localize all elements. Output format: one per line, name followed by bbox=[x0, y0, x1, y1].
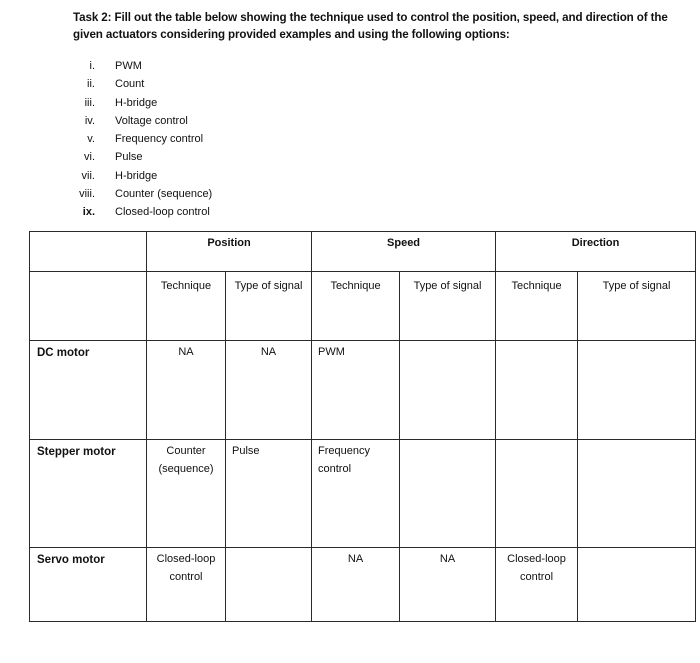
option-number: i. bbox=[89, 60, 95, 72]
direction-signal-cell[interactable] bbox=[578, 341, 696, 440]
blank-header-cell bbox=[30, 272, 147, 341]
task-label: Task 2: bbox=[73, 11, 112, 24]
task-heading bbox=[73, 9, 673, 43]
speed-technique-cell[interactable]: PWM bbox=[312, 341, 400, 440]
group-header-row bbox=[30, 232, 696, 272]
option-number: ix. bbox=[82, 206, 95, 219]
direction-header: Direction bbox=[496, 232, 696, 272]
option-text: Counter (sequence) bbox=[115, 188, 213, 201]
row-label: Servo motor bbox=[30, 548, 147, 622]
option-text: Frequency control bbox=[115, 133, 204, 146]
position-signal-cell[interactable] bbox=[226, 548, 312, 622]
speed-signal-header: Type of signal bbox=[400, 272, 496, 341]
option-number: iv. bbox=[84, 114, 95, 127]
option-number: vii. bbox=[81, 169, 95, 182]
direction-signal-cell[interactable] bbox=[578, 440, 696, 548]
position-technique-cell[interactable]: Closed-loop control bbox=[147, 548, 226, 622]
table-row bbox=[30, 548, 696, 622]
position-signal-cell[interactable]: Pulse bbox=[226, 440, 312, 548]
table-row bbox=[30, 440, 696, 548]
speed-signal-cell[interactable] bbox=[400, 440, 496, 548]
speed-technique-cell[interactable]: Frequency control bbox=[312, 440, 400, 548]
direction-technique-cell[interactable] bbox=[496, 341, 578, 440]
actuator-table bbox=[29, 231, 696, 622]
direction-technique-cell[interactable] bbox=[496, 440, 578, 548]
option-text: Pulse bbox=[115, 151, 143, 164]
option-number: viii. bbox=[79, 188, 95, 201]
option-text: Closed-loop control bbox=[115, 206, 210, 219]
position-technique-cell[interactable]: NA bbox=[147, 341, 226, 440]
option-number: ii. bbox=[87, 78, 95, 91]
direction-signal-cell[interactable] bbox=[578, 548, 696, 622]
option-text: H-bridge bbox=[115, 169, 158, 182]
option-text: PWM bbox=[115, 60, 142, 72]
task-text: Fill out the table below showing the technique used to control the position, speed, and direction of the given actuators considering provided examples and using the following options: bbox=[73, 11, 668, 41]
speed-header: Speed bbox=[312, 232, 496, 272]
speed-technique-cell[interactable]: NA bbox=[312, 548, 400, 622]
option-text: Voltage control bbox=[115, 114, 188, 127]
option-number: vi. bbox=[84, 151, 95, 164]
direction-technique-cell[interactable]: Closed-loop control bbox=[496, 548, 578, 622]
direction-technique-header: Technique bbox=[496, 272, 578, 341]
speed-signal-cell[interactable]: NA bbox=[400, 548, 496, 622]
option-text: H-bridge bbox=[115, 96, 158, 109]
option-text: Count bbox=[115, 78, 145, 91]
speed-signal-cell[interactable] bbox=[400, 341, 496, 440]
position-technique-cell[interactable]: Counter (sequence) bbox=[147, 440, 226, 548]
subheader-row bbox=[30, 272, 696, 341]
position-signal-cell[interactable]: NA bbox=[226, 341, 312, 440]
corner-cell bbox=[30, 232, 147, 272]
row-label: Stepper motor bbox=[30, 440, 147, 548]
direction-signal-header: Type of signal bbox=[578, 272, 696, 341]
position-header: Position bbox=[147, 232, 312, 272]
speed-technique-header: Technique bbox=[312, 272, 400, 341]
position-signal-header: Type of signal bbox=[226, 272, 312, 341]
position-technique-header: Technique bbox=[147, 272, 226, 341]
table-row bbox=[30, 341, 696, 440]
option-number: iii. bbox=[84, 96, 95, 109]
row-label: DC motor bbox=[30, 341, 147, 440]
option-number: v. bbox=[87, 133, 95, 146]
